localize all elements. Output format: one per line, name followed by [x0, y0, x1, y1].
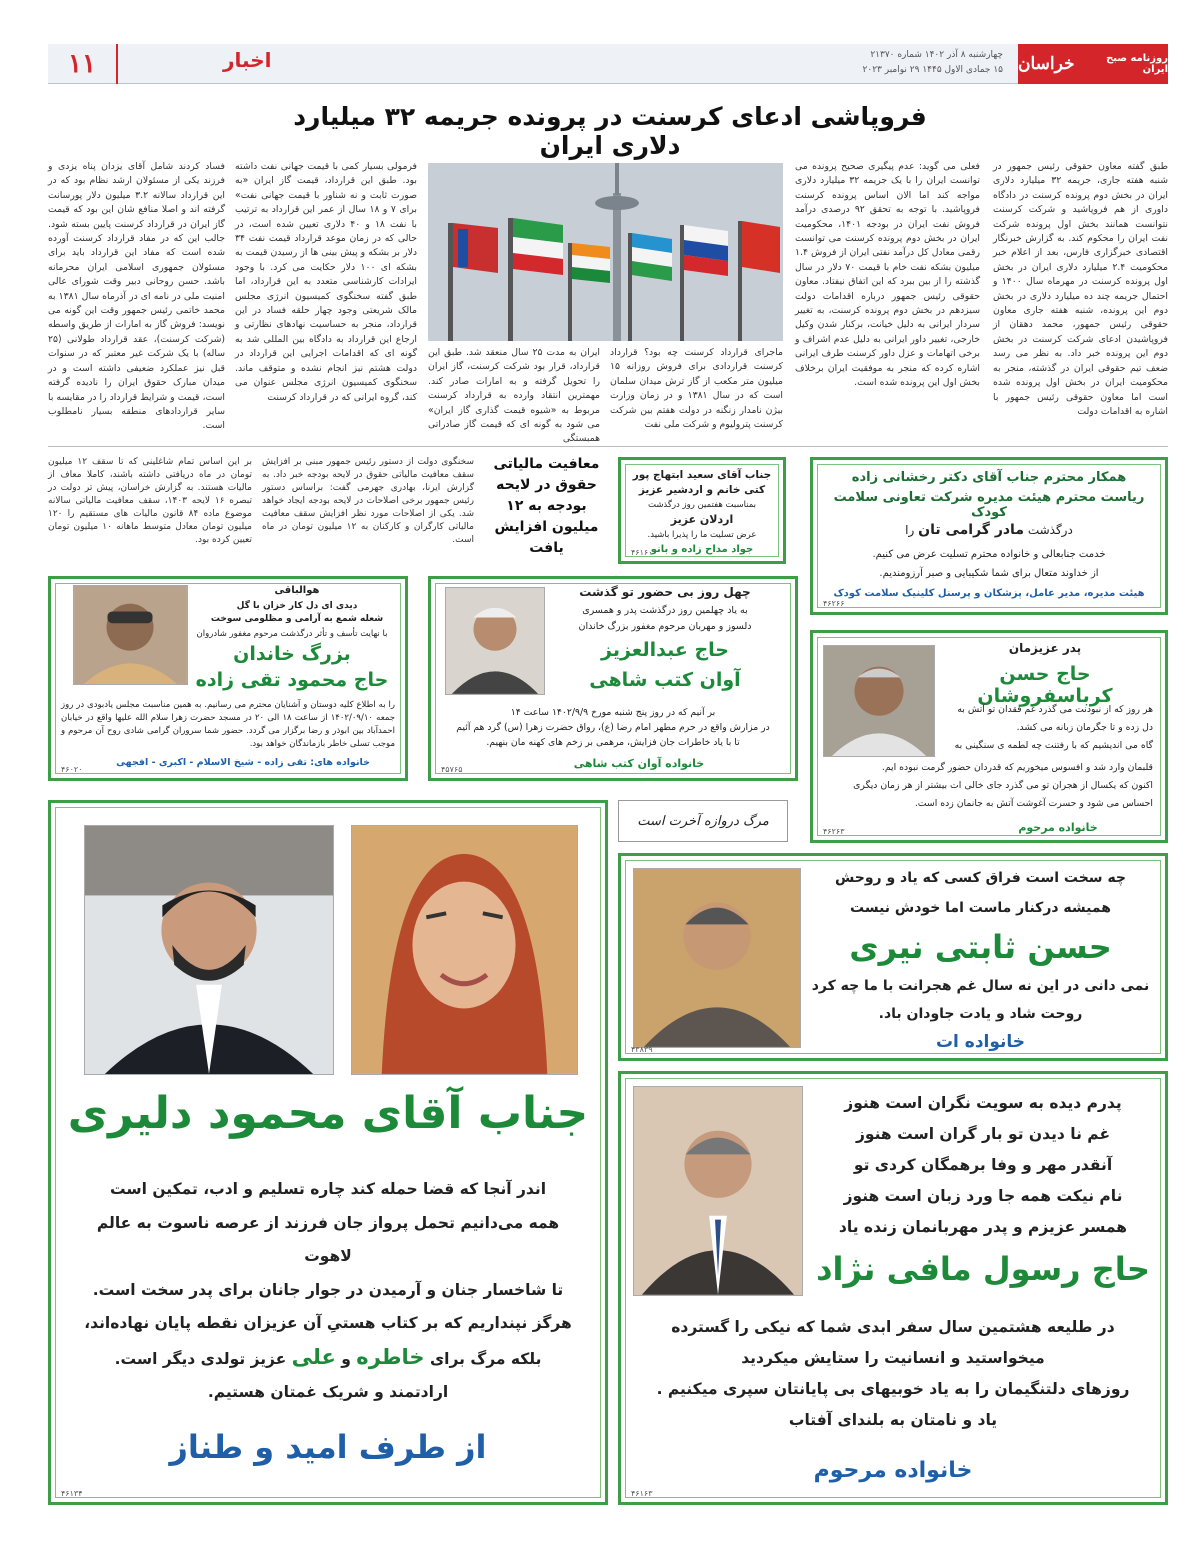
- notice-signature: هیئت مدیره، مدیر عامل، پزشکان و پرسنل کلینیک سلامت کودک: [833, 588, 1145, 599]
- notice-body: [71, 1173, 585, 1410]
- notice-line: به یاد چهلمین روز درگذشت پدر و همسری: [582, 605, 748, 616]
- issue-date: [823, 48, 1003, 78]
- notice-line: هرگز نپنداریم که بر کتاب هستیِ آن عزیزان نقطه پایان نهاده‌اند،: [84, 1314, 572, 1332]
- notice-line: میخواستید و انسانیت را ستایش میکردید: [741, 1349, 1045, 1367]
- notice-signature: جواد مداح زاده و بانو: [650, 544, 754, 555]
- notice-line: چه سخت است فراق کسی که یاد و روحش: [834, 870, 1127, 886]
- text: و: [341, 1349, 351, 1368]
- article-photo-flags: [428, 163, 783, 341]
- tax-news-column-1: سخنگوی دولت از دستور رئیس جمهور مبنی بر افزایش سقف معافیت مالیاتی حقوق در لایحه بودجه خبر داد. به گزارش ایرنا، بهادری جهرمی گفت: براساس دستور رئیس جمهور برخی اصلاحات در لایحه بودجه ایجاد خواهد شد. یکی از اصلاحات مورد نظر افزایش سقف معافیت مالیاتی کارگران و کارکنان به ۱۲ میلیون تومان در ماه است.: [262, 457, 474, 545]
- notice-line: با نهایت تأسف و تأثر درگذشت مرحوم مغفور شادروان: [196, 629, 388, 639]
- notice-signature: خانواده های: تقی زاده - شیخ الاسلام - اکبری - افجهی: [116, 757, 370, 768]
- condolence-notice-daliri: [48, 800, 608, 1505]
- notice-line: دیدی ای دل کار خزان با گل: [236, 601, 358, 611]
- emphasis-name: خاطره: [356, 1344, 425, 1369]
- article-column-5: فرمولی بسیار کمی با قیمت جهانی نفت داشته بود. طبق این قرارداد، قیمت گاز ایران «به صورت ثابت و نه شناور با قیمت جهانی نفت» برای ۷ و ۱۸ سال از عمر این قرارداد به ترتیب با نفت ۱۸ و ۴۰ دلاری تعیین شده است، در حالی که در زمان موعد قرارداد قیمت نفت ۳۴ دلار بر بشکه و پیش بینی ها از رسیدن قیمت به بشکه ای ۱۰۰ دلار حکایت می کرد. با وجود ایرادات کارشناسی متعدد به این قرارداد، اما طبق گفته سخنگوی کمیسیون انرژی مجلس مالک شریعتی وجود چهار حلقه فساد در این قرارداد، منجر به حساسیت نهادهای نظارتی و ارجاع این قرارداد به دادگاه بین المللی شد به گونه ای که اقدامات اجرایی این قرارداد در دولت هشتم نیز انجام نشده و متوقف ماند. سخنگوی کمیسیون انرژی مجلس عنوان می کند، گروه ایرانی که در قرارداد کرسنت: [235, 161, 418, 403]
- notice-line: روزهای دلتنگیمان را به یاد خوبیهای بی پایانتان سپری میکنیم .: [656, 1380, 1130, 1398]
- notice-line: احساس می شود و حسرت آغوشت آتش به جانمان زده است.: [914, 798, 1153, 809]
- text: را: [905, 523, 915, 537]
- notice-line: در مزارش واقع در حرم مطهر امام رضا (ع)، رواق حضرت زهرا (س) گرد هم آئیم: [456, 722, 770, 733]
- emphasis-name: علی: [291, 1344, 336, 1369]
- text: بلکه مرگ برای: [429, 1349, 542, 1368]
- notice-line: همیشه درکنار ماست اما خودش نیست: [850, 900, 1111, 916]
- deceased-photo: [445, 587, 545, 695]
- article-column-2: فعلی می گوید: عدم پیگیری صحیح پرونده می توانست ایران را با یک جریمه ۳۲ میلیارد دلاری مواجه کند اما الان اساس پرونده کرسنت فروپاشید. با توجه به تحقق ۹۲ درصدی درآمد فروش نفت ایران در بودجه ۱۴۰۱، محکومیت ایران در بخش دوم پرونده کرسنت می توانست رقمی معادل کل درآمد نفتی ایران از فروش ۱.۴ میلیون بشکه نفت خام با قیمت ۷۰ دلار در سال گذشته را از بین ببرد که این اتفاق نیفتاد. معاون حقوقی رئیس جمهور درباره اقدامات دولت سیزدهم در بخش دوم پرونده کرسنت، به تغییر سردار ایرانی به دلیل خیانت، برکنار شدن وکیل خارجی، تغییر داور ایرانی به دلیل عدم اشراف و برخی اتهامات و عزل داور کرسنت طرف ایرانی اشاره کرده که منجر به موفقیت ایران برخلاف بخش اول این پرونده شده است.: [795, 161, 981, 389]
- text: عزیز تولدی دیگر است.: [114, 1349, 287, 1368]
- notice-body: [633, 1312, 1153, 1436]
- notice-line: هر روز که از نبودنت می گذرد غم فقدان تو آتش به: [957, 704, 1153, 715]
- section-title[interactable]: اخبار: [223, 48, 272, 72]
- date-line-1: چهارشنبه ۸ آذر ۱۴۰۲ شماره ۲۱۳۷۰: [870, 50, 1003, 60]
- notice-heading: بزرگ خاندان: [233, 643, 351, 665]
- deceased-photo: [633, 868, 801, 1048]
- condolence-notice-ebtehajpour: [618, 457, 786, 564]
- poem: [813, 1088, 1153, 1243]
- notice-body: را به اطلاع کلیه دوستان و آشنایان محترم می رسانیم. به همین مناسبت مجلس یادبودی در روز جمعه ۱۴۰۲/۰۹/۱۰ از ساعت ۱۸ الی ۲۰ در مسجد حضرت زهرا سلام الله علیها واقع در خیابان احمدآباد بین ابوذر و رضا برگزار می گردد. حضور شما سروران گرامی شادی روح آن مرحوم و موجب تسلی خاطر بازماندگان خواهد بود.: [61, 700, 395, 749]
- quote-box: مرگ دروازه آخرت است: [618, 800, 788, 842]
- notice-line: قلبمان وارد شد و افسوس میخوریم که قدردان حضور گرمت نبوده ایم.: [881, 762, 1153, 773]
- deceased-name: حاج رسول مافی نژاد: [816, 1250, 1150, 1288]
- notice-top: هوالباقی: [274, 585, 320, 596]
- notice-body: [938, 701, 1153, 755]
- notice-code: ۴۶۱۳۴: [61, 1489, 83, 1498]
- divider: [48, 446, 1168, 447]
- anniversary-notice-sabeti-nayeri: [618, 853, 1168, 1061]
- notice-line: خدمت جنابعالی و خانواده محترم تسلیت عرض می کنیم.: [872, 549, 1106, 560]
- page-number: ۱۱: [48, 44, 118, 84]
- notice-code: ۴۵۷۶۵: [441, 765, 463, 774]
- main-headline[interactable]: فروپاشی ادعای کرسنت در پرونده جریمه ۳۲ میلیارد دلاری ایران: [293, 102, 927, 160]
- deceased-photo: [823, 645, 935, 757]
- poem-line: همسر عزیزم و پدر مهربانمان زنده یاد: [838, 1218, 1128, 1236]
- text: درگذشت: [1027, 523, 1073, 537]
- notice-line: بر آنیم که در روز پنج شنبه مورخ ۱۴۰۲/۹/۹ ساعت ۱۴: [510, 707, 716, 718]
- notice-signature: خانواده آوان کتب شاهی: [573, 757, 705, 770]
- deceased-name: حاج عبدالعزیز: [601, 639, 729, 661]
- tax-news-title[interactable]: معافیت مالیاتی حقوق در لایحه بودجه به ۱۲ میلیون افزایش یافت: [493, 456, 600, 556]
- deceased-photo: [633, 1086, 803, 1296]
- notice-line: در طلیعه هشتمین سال سفر ابدی شما که نیکی را گسترده: [671, 1318, 1115, 1336]
- notice-line: از خداوند متعال برای شما شکیبایی و صبر آرزومندیم.: [879, 568, 1099, 579]
- notice-code: ۴۶۰۲۰: [61, 765, 83, 774]
- deceased-name: اردلان عزیز: [670, 513, 734, 526]
- notice-code: ۴۶۱۶۳: [631, 1489, 653, 1498]
- notice-title: چهل روز بی حضور تو گذشت: [579, 585, 751, 599]
- photo-woman: [351, 825, 578, 1075]
- article-column-1: طبق گفته معاون حقوقی رئیس جمهور در شنبه هفته جاری، جریمه ۳۲ میلیارد دلاری ایران در بخش دوم پرونده کرسنت در دادگاه داوری از هم فروپاشید و شرکت کرسنت نتوانست همانند بخش اول پرونده شرکت نفت ایران را محکوم کند. به گزارش خبرنگار اقتصادی خبرگزاری فارس، بعد از اعلام خبر محکومیت ۲.۴ میلیارد دلاری ایران در بخش اول پرونده کرسنت در مهرماه سال ۱۴۰۰ و احتمال جریمه چند ده میلیارد دلاری در بخش دوم این پرونده، شنبه هفته جاری معاون حقوقی رئیس جمهور، محمد دهقان از فروپاشیدن ادعای شرکت کرسنت در بخش دوم این پرونده خبر داد. به نظر می رسد ضعف تیم حقوقی ایران در گذشته، منجر به محکومیت ایران در بخش اول پرونده شده است اما معاون حقوقی رئیس جمهور با اشاره به اقدامات دولت: [993, 161, 1169, 417]
- notice-signature: از طرف امید و طناز: [169, 1428, 487, 1466]
- notice-line: اندر آنجا که قضا حمله کند چاره تسلیم و ادب، تمکین است: [109, 1180, 547, 1198]
- notice-signature: خانواده ات: [935, 1032, 1026, 1052]
- notice-signature: خانواده مرحوم: [813, 1458, 973, 1483]
- notice-line: شعله شمع به آرامی و مظلومی سوخت: [210, 614, 384, 624]
- deceased-name: حسن ثابتی نیری: [849, 928, 1112, 966]
- notice-line: دلسوز و مهربان مرحوم مغفور بزرگ خاندان: [578, 621, 752, 632]
- article-column-6: فساد کردند شامل آقای یزدان پناه یزدی و فرزند یکی از مسئولان ارشد نظام بود که در این قرارداد سالانه ۳.۲ میلیون دلار پورسانت گرفته اند و اصلا منافع شان این بود که قیمت گاز ایران در قرارداد کرسنت پایین بسته شود. جالب این که در مفاد قرارداد کرسنت آورده شده است که مفاد این قرارداد باید برای مسئولان جمهوری اسلامی ایران محرمانه باشد. حسن روحانی دبیر وقت شورای عالی امنیت ملی در نامه ای در آذرماه سال ۱۳۸۱ به محمد خاتمی رئیس جمهور وقت این گونه می نویسد: فروش گاز به امارات از طریق واسطه (شرکت کرسنت)، عقد قرارداد طولانی (۲۵ ساله) با یک شرکت غیر معتبر که در سنوات قبل نیز عملکرد ضعیفی داشته است و در میدان مبارک حقوق ایران را نادیده گرفته است، قیمت و شرایط قرارداد را در مقایسه با سایر قراردادهای منطقه بسیار نامطلوب است.: [48, 161, 225, 432]
- deceased-name: حاج محمود تقی زاده: [195, 669, 389, 691]
- notice-code: ۴۶۲۶۶: [823, 599, 845, 608]
- notice-top: پدر عزیزمان: [1008, 641, 1082, 655]
- poem-line: آنقدر مهر و وفا برهمگان کردی تو: [853, 1156, 1113, 1174]
- emphasis: مادر گرامی تان: [918, 522, 1024, 538]
- notice-signature: خانواده مرحوم: [1018, 821, 1098, 834]
- notice-body: [825, 759, 1153, 813]
- anniversary-notice-karbasforushan: [810, 630, 1168, 843]
- poem-line: پدرم دیده به سویت نگران است هنوز: [844, 1094, 1122, 1112]
- page-header: [48, 44, 1168, 84]
- notice-line: [71, 1341, 585, 1377]
- article-column-3: ماجرای قرارداد کرسنت چه بود؟ قرارداد کرسنت قراردادی برای فروش روزانه ۱۵ میلیون متر مکعب از گاز ترش میدان سلمان است که در سال ۱۳۸۱ و در زمان وزارت بیژن نامدار زنگنه در دولت هفتم بین شرکت کرسنت پترولیوم و شرکت ملی نفت: [610, 347, 783, 431]
- notice-title: جناب آقای سعید ابتهاج پور کتی خانم و اردشیر عزیز: [632, 469, 772, 496]
- anniversary-notice-mafi-nezhad: [618, 1071, 1168, 1505]
- memorial-notice-taghizadeh: [48, 576, 408, 781]
- notice-line: عرض تسلیت ما را پذیرا باشید.: [647, 530, 757, 540]
- deceased-family-name: آوان کتب شاهی: [589, 669, 741, 691]
- notice-line: دل زده و تا جگرمان زبانه می کشد.: [1016, 722, 1153, 733]
- memorial-notice-avan-katb-shahi: [428, 576, 798, 781]
- notice-code: ۴۳۸۳۹: [631, 1045, 653, 1054]
- notice-line: تا با یاد خاطرات جان فزایش، مرهمی بر زخم های کهنه مان بنهیم.: [486, 737, 740, 748]
- notice-line: روحت شاد و یادت جاودان باد.: [878, 1006, 1083, 1022]
- date-line-2: ۱۵ جمادی الاول ۱۴۴۵ ۲۹ نوامبر ۲۰۲۳: [862, 65, 1003, 75]
- brand-logo: خراسان: [1018, 54, 1075, 74]
- deceased-photo: [73, 585, 188, 685]
- notice-title: جناب آقای محمود دلیری: [67, 1088, 589, 1139]
- notice-code: ۴۶۱۶۰: [631, 548, 653, 557]
- poem-line: غم نا دیدن تو بار گران است هنوز: [855, 1125, 1111, 1143]
- deceased-name: حاج حسن کرباسفروشان: [977, 663, 1113, 707]
- notice-line: اکنون که یکسال از هجران تو می گذرد جای خالی ات بیشتر از هر زمان دیگری: [853, 780, 1153, 791]
- poem-line: نام نیکت همه جا ورد زبان است هنوز: [843, 1187, 1123, 1205]
- notice-title: همکار محترم جناب آقای دکتر رخشانی زاده: [851, 470, 1127, 485]
- tax-news-column-2: بر این اساس تمام شاغلینی که تا سقف ۱۲ میلیون تومان در ماه دریافتی داشته باشند، کاملا معاف از مالیات هستند. به گزارش خراسان، پیش تر دولت در تبصره ۱۶ لایحه ۱۴۰۳، سقف معافیت مالیاتی سالانه موضوع ماده ۸۴ قانون مالیات های مستقیم را ۱۲۰ میلیون تومان معادل متوسط ماهانه ۱۰ میلیون تومان تعیین کرده بود.: [48, 457, 252, 545]
- notice-line: بمناسبت هفتمین روز درگذشت: [647, 500, 757, 510]
- notice-line: نمی دانی در این نه سال غم هجرانت با ما چه کرد: [811, 978, 1150, 994]
- notice-line: همه می‌دانیم تحمل پرواز جان فرزند از عرصه ناسوت به عالم لاهوت: [96, 1213, 560, 1265]
- photo-man: [84, 825, 334, 1075]
- notice-subtitle: ریاست محترم هیئت مدیره شرکت تعاونی سلامت کودک: [833, 490, 1145, 520]
- notice-code: ۴۶۲۶۳: [823, 827, 845, 836]
- notice-line: تا شاخسار جنان و آرمیدن در جوار جانان برای پدر سخت است.: [92, 1280, 564, 1299]
- brand-subtitle: روزنامه صبح ایران: [1106, 53, 1168, 75]
- notice-line: یاد و نامتان به بلندای آفتاب: [788, 1411, 998, 1429]
- notice-line: گاه می اندیشیم که با رفتنت چه لطمه ی سنگینی به: [954, 740, 1153, 751]
- newspaper-brand[interactable]: [1018, 44, 1168, 84]
- article-column-4: ایران به مدت ۲۵ سال منعقد شد. طبق این قرارداد، قرار بود شرکت کرسنت، گاز ایران را تحویل گرفته و به امارات صادر کند. مهمترین انتقاد وارده به قرارداد کرسنت مربوط به «شیوه قیمت گذاری گاز ایران» می شود به گونه ای که قیمت گاز صادراتی همبستگی: [428, 347, 601, 445]
- notice-line: [821, 522, 1157, 538]
- notice-line: ارادتمند و شریک غمتان هستیم.: [207, 1383, 449, 1401]
- condolence-notice-rakhshanizadeh: [810, 457, 1168, 615]
